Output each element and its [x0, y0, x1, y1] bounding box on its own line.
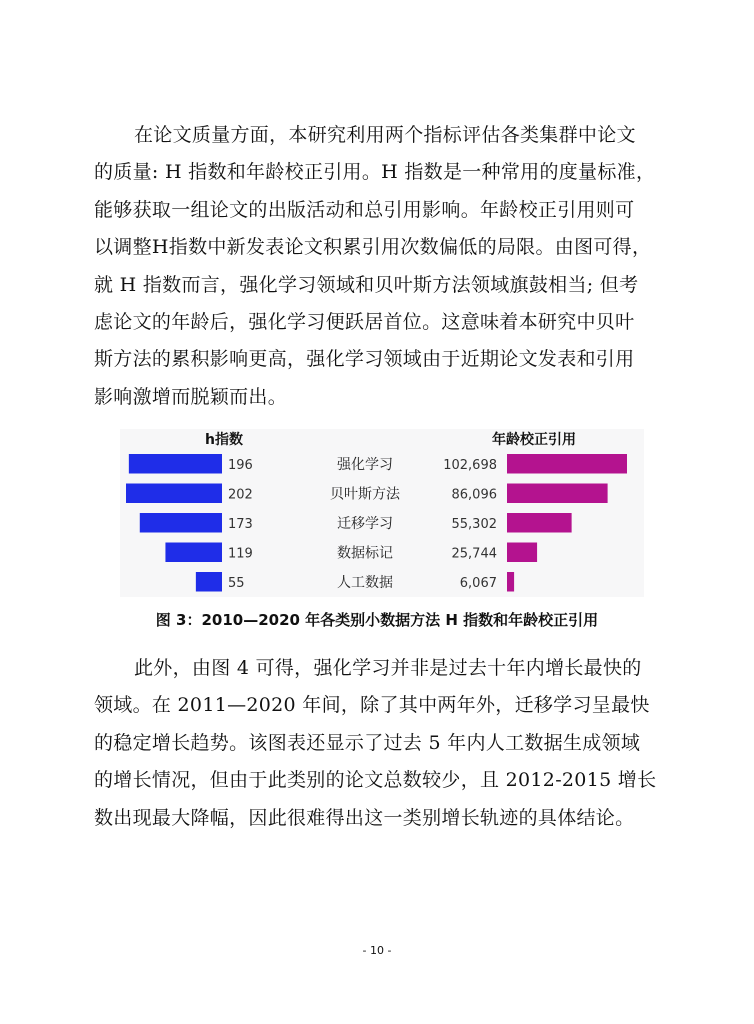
category-label: 迁移学习 — [337, 515, 393, 532]
page-number: - 10 - — [362, 944, 392, 957]
citation-bar — [507, 572, 514, 592]
h-index-bar — [129, 454, 222, 474]
category-label: 人工数据 — [337, 574, 393, 591]
text-line: 斯方法的累积影响更高，强化学习领域由于近期论文发表和引用 — [94, 348, 635, 371]
citation-bar — [507, 513, 572, 533]
h-index-value-label: 55 — [228, 575, 245, 591]
h-index-bar — [165, 543, 222, 563]
text-line: 影响激增而脱颖而出。 — [94, 385, 288, 408]
paragraph-growth — [94, 650, 666, 837]
citation-value-label: 55,302 — [451, 516, 497, 532]
category-label: 数据标记 — [337, 545, 393, 562]
citation-bar — [507, 543, 537, 563]
figure-caption: 图 3：2010—2020 年各类别小数据方法 H 指数和年龄校正引用 — [155, 611, 599, 629]
text-line: 数出现最大降幅，因此很难得出这一类别增长轨迹的具体结论。 — [94, 806, 635, 829]
citation-series-title: 年龄校正引用 — [492, 432, 576, 448]
text-line: 的增长情况，但由于此类别的论文总数较少，且 2012-2015 增长 — [94, 769, 657, 792]
citation-bar — [507, 484, 608, 504]
h-index-series-title: h指数 — [205, 432, 243, 448]
h-index-value-label: 196 — [228, 457, 253, 473]
citation-value-label: 86,096 — [451, 487, 497, 503]
text-line: 以调整H指数中新发表论文积累引用次数偏低的局限。由图可得， — [94, 236, 652, 259]
citation-value-label: 25,744 — [451, 546, 497, 562]
h-index-value-label: 119 — [228, 546, 253, 562]
h-index-citation-chart — [120, 429, 644, 597]
paragraph-quality — [94, 117, 666, 416]
citation-value-label: 6,067 — [459, 575, 497, 591]
h-index-bar — [126, 484, 222, 504]
citation-value-label: 102,698 — [443, 457, 497, 473]
text-line: 在论文质量方面，本研究利用两个指标评估各类集群中论文 — [134, 124, 636, 146]
text-line: 的稳定增长趋势。该图表还显示了过去 5 年内人工数据生成领域 — [94, 731, 641, 754]
text-line: 的质量: H 指数和年龄校正引用。H 指数是一种常用的度量标准， — [94, 161, 656, 184]
h-index-bar — [140, 513, 222, 533]
text-line: 能够获取一组论文的出版活动和总引用影响。年龄校正引用则可 — [94, 198, 635, 221]
category-label: 强化学习 — [337, 456, 393, 473]
citation-bar — [507, 454, 627, 474]
h-index-bar — [196, 572, 222, 592]
text-line: 此外，由图 4 可得，强化学习并非是过去十年内增长最快的 — [134, 657, 642, 679]
text-line: 领域。在 2011—2020 年间，除了其中两年外，迁移学习呈最快 — [94, 694, 650, 717]
h-index-value-label: 202 — [228, 487, 253, 503]
h-index-value-label: 173 — [228, 516, 253, 532]
text-line: 就 H 指数而言，强化学习领域和贝叶斯方法领域旗鼓相当; 但考 — [94, 273, 639, 296]
category-label: 贝叶斯方法 — [330, 486, 400, 503]
text-line: 虑论文的年龄后，强化学习便跃居首位。这意味着本研究中贝叶 — [94, 311, 635, 334]
